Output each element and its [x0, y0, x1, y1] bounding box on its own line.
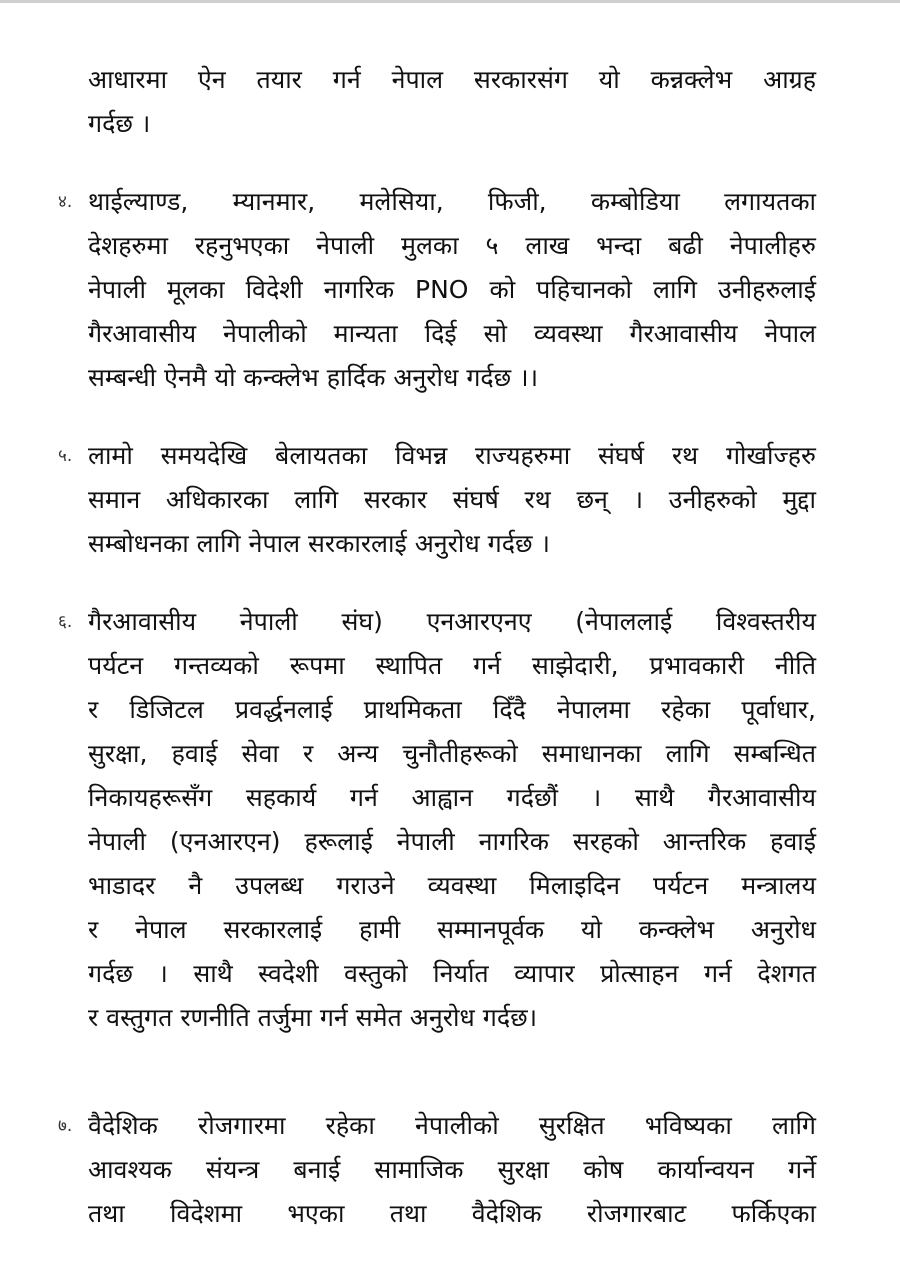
- text-line: सुरक्षा, हवाई सेवा र अन्य चुनौतीहरूको समाधानका लागि सम्बन्धित: [88, 739, 816, 768]
- text-line: र नेपाल सरकारलाई हामी सम्मानपूर्वक यो कन्क्लेभ अनुरोध: [88, 915, 816, 944]
- text-line: वैदेशिक रोजगारमा रहेका नेपालीको सुरक्षित भविष्यका लागि: [88, 1111, 816, 1140]
- text-line: र वस्तुगत रणनीति तर्जुमा गर्न समेत अनुरोध गर्दछ।: [88, 1003, 538, 1032]
- text-line: आधारमा ऐन तयार गर्न नेपाल सरकारसंग यो कन्नक्लेभ आग्रह: [88, 65, 816, 94]
- text-line: नेपाली मूलका विदेशी नागरिक PNO को पहिचानको लागि उनीहरुलाई: [88, 275, 816, 304]
- text-line: तथा विदेशमा भएका तथा वैदेशिक रोजगारबाट फर्किएका: [88, 1199, 816, 1228]
- text-line: गैरआवासीय नेपाली संघ) एनआरएनए (नेपाललाई विश्वस्तरीय: [88, 607, 816, 636]
- text-line: आवश्यक संयन्त्र बनाई सामाजिक सुरक्षा कोष कार्यान्वयन गर्ने: [88, 1155, 816, 1184]
- text-line: थाईल्याण्ड, म्यानमार, मलेसिया, फिजी, कम्बोडिया लगायतका: [88, 187, 816, 216]
- text-line: पर्यटन गन्तव्यको रूपमा स्थापित गर्न साझेदारी, प्रभावकारी नीति: [88, 651, 816, 680]
- text-line: लामो समयदेखि बेलायतका विभन्न राज्यहरुमा संघर्ष रथ गोर्खाज्हरु: [88, 441, 816, 470]
- text-line: सम्बन्धी ऐनमै यो कन्क्लेभ हार्दिक अनुरोध गर्दछ ।।: [88, 363, 539, 392]
- item-number: ५.: [58, 446, 73, 466]
- text-line: गैरआवासीय नेपालीको मान्यता दिई सो व्यवस्था गैरआवासीय नेपाल: [88, 319, 816, 348]
- text-line: गर्दछ । साथै स्वदेशी वस्तुको निर्यात व्यापार प्रोत्साहन गर्न देशगत: [88, 959, 816, 988]
- text-line: नेपाली (एनआरएन) हरूलाई नेपाली नागरिक सरहको आन्तरिक हवाई: [88, 827, 816, 856]
- text-line: गर्दछ ।: [88, 109, 151, 138]
- item-number: ६.: [58, 612, 73, 632]
- text-line: समान अधिकारका लागि सरकार संघर्ष रथ छन् । उनीहरुको मुद्दा: [88, 485, 816, 514]
- text-line: भाडादर नै उपलब्ध गराउने व्यवस्था मिलाइदिन पर्यटन मन्त्रालय: [88, 871, 816, 900]
- text-line: निकायहरूसँग सहकार्य गर्न आह्वान गर्दछौं । साथै गैरआवासीय: [88, 783, 816, 812]
- text-line: सम्बोधनका लागि नेपाल सरकारलाई अनुरोध गर्दछ ।: [88, 529, 550, 558]
- item-number: ४.: [58, 192, 73, 212]
- item-number: ७.: [58, 1116, 73, 1136]
- text-line: र डिजिटल प्रवर्द्धनलाई प्राथमिकता दिँदै नेपालमा रहेका पूर्वाधार,: [88, 695, 816, 724]
- text-line: देशहरुमा रहनुभएका नेपाली मुलका ५ लाख भन्दा बढी नेपालीहरु: [88, 231, 816, 260]
